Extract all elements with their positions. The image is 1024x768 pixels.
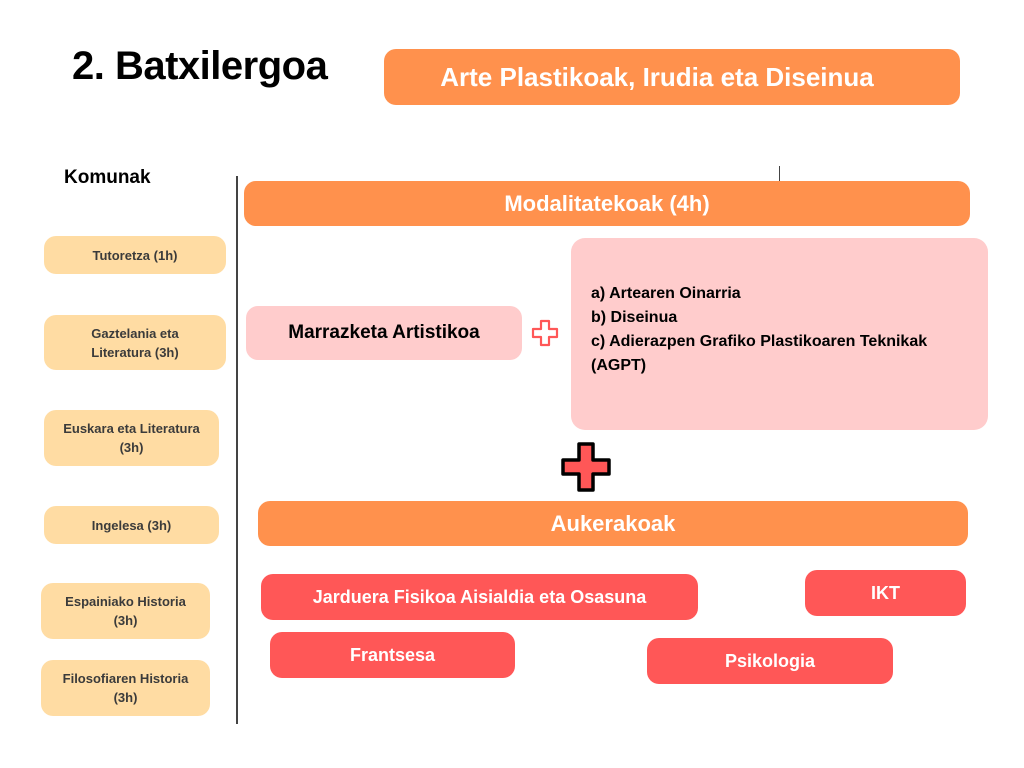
- plus-outline-icon: [530, 318, 560, 348]
- common-subject-filosofia: [41, 660, 210, 716]
- divider-tick: [779, 166, 780, 181]
- modality-banner: Modalitatekoak (4h): [244, 181, 970, 226]
- elective-psikologia: Psikologia: [647, 638, 893, 684]
- modality-option: b) Diseinua: [591, 309, 678, 326]
- subject-banner: Arte Plastikoak, Irudia eta Diseinua: [384, 49, 960, 105]
- common-subject-line1: Espainiako Historia: [65, 594, 186, 609]
- modality-option: c) Adierazpen Grafiko Plastikoaren Teknikak: [591, 333, 928, 350]
- modality-main-subject: Marrazketa Artistikoa: [246, 306, 522, 360]
- common-subject-line2: (3h): [119, 440, 144, 455]
- elective-jarduera-fisikoa: Jarduera Fisikoa Aisialdia eta Osasuna: [261, 574, 698, 620]
- section-divider: [236, 176, 238, 724]
- common-subject-line1: Euskara eta Literatura: [63, 421, 200, 436]
- modality-option: a) Artearen Oinarria: [591, 285, 741, 302]
- common-subject-line1: Ingelesa (3h): [91, 517, 172, 533]
- common-subject-tutoretza: [44, 236, 226, 274]
- common-subject-gaztelania: [44, 315, 226, 370]
- common-subject-espainiako-historia: [41, 583, 210, 639]
- common-subject-line2: Literatura (3h): [91, 344, 179, 360]
- common-subject-ingelesa: [44, 506, 219, 544]
- modality-options-box: [571, 238, 988, 430]
- common-subject-line1: Filosofiaren Historia: [62, 671, 189, 686]
- page-title: 2. Batxilergoa: [72, 44, 328, 88]
- common-subject-line1: Tutoretza (1h): [92, 247, 178, 263]
- common-section-label: Komunak: [64, 167, 151, 188]
- common-subject-line2: (3h): [113, 613, 138, 628]
- common-subject-line1: Gaztelania eta: [91, 325, 179, 341]
- elective-frantsesa: Frantsesa: [270, 632, 515, 678]
- common-subject-euskara: [44, 410, 219, 466]
- elective-ikt: IKT: [805, 570, 966, 616]
- electives-banner: Aukerakoak: [258, 501, 968, 546]
- plus-icon: [559, 440, 613, 494]
- common-subject-line2: (3h): [113, 690, 138, 705]
- modality-option: (AGPT): [591, 357, 647, 374]
